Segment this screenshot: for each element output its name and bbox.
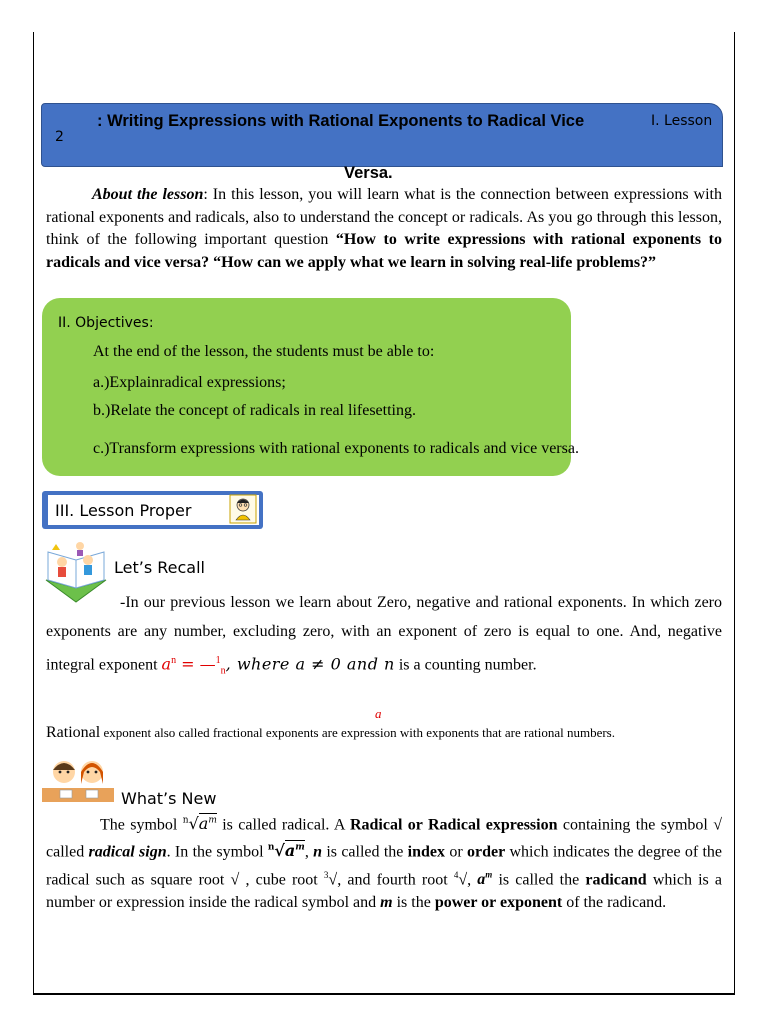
about-paragraph	[46, 184, 722, 274]
radical-index: n	[182, 816, 189, 826]
radical-base: a	[198, 814, 209, 834]
wn-bold-index: index	[407, 843, 446, 861]
cube-root-index: 3	[323, 869, 329, 880]
lets-recall-heading: Let’s Recall	[114, 558, 205, 577]
math-numerator: 1	[215, 655, 221, 666]
recall-text-2: is a counting number.	[394, 656, 537, 674]
rational-text: exponent also called fractional exponents are expression with exponents that are rational numbers.	[100, 725, 615, 740]
wn-bold-radical-expression: Radical or Radical expression	[349, 816, 558, 834]
wn-text-4: . In the symbol	[166, 843, 268, 861]
whats-new-heading: What’s New	[121, 789, 217, 808]
page-border-bottom	[33, 993, 735, 995]
wn-text-11: is called the	[492, 870, 586, 888]
rational-exponent-line	[46, 724, 615, 742]
radical-index-bold: n	[267, 842, 275, 853]
wn-bold-a: a	[477, 870, 486, 888]
radical-exponent: m	[208, 816, 217, 826]
objective-a: a.)Explainradical expressions;	[93, 374, 286, 391]
math-denominator-exp: n	[220, 665, 226, 677]
lesson-proper-label: III. Lesson Proper	[55, 501, 192, 520]
wn-text-6: is called the	[322, 843, 408, 861]
wn-text-14: of the radicand.	[562, 894, 667, 912]
lesson-title-continued: Versa.	[344, 164, 393, 182]
wn-text-3: containing the symbol √ called	[46, 816, 723, 861]
recall-text-1: -In our previous lesson we learn about Zero, negative and rational exponents. In which zero exponents are any number, excluding zero, with an exponent of zero is equal to one. And, negative integral exponent	[46, 594, 722, 674]
wn-text-12: which is a number or expression inside the radical symbol and	[46, 870, 723, 912]
radical-exponent-bold: m	[295, 842, 305, 853]
about-label: About the lesson	[92, 186, 204, 203]
lesson-tag: I. Lesson	[651, 113, 713, 129]
math-exponent-n: n	[171, 655, 177, 666]
page-border-right	[734, 32, 735, 994]
wn-bold-order: order	[466, 843, 506, 861]
radical-radicand-bold	[285, 840, 305, 860]
radical-symbol-inline: $^n√a^m$	[182, 814, 217, 834]
math-condition: , where a ≠ 0 and n	[225, 654, 395, 674]
lesson-number: 2	[55, 129, 64, 145]
teacher-icon	[229, 494, 257, 524]
math-a: a	[161, 654, 172, 674]
wn-bold-n: n	[313, 843, 323, 861]
wn-text-1: The symbol	[100, 816, 183, 834]
math-denominator-a: a	[375, 706, 382, 721]
lesson-title: : Writing Expressions with Rational Exponents to Radical Vice	[97, 112, 585, 130]
wn-text-10: √,	[458, 870, 478, 888]
recall-paragraph	[46, 588, 722, 686]
radical-base-bold: a	[284, 841, 296, 861]
page-border-left	[33, 32, 34, 994]
radical-radicand	[199, 813, 217, 833]
objective-c: c.)Transform expressions with rational exponents to radicals and vice versa.	[93, 440, 579, 457]
fourth-root-index: 4	[453, 869, 459, 880]
wn-bold-power-exponent: power or exponent	[434, 894, 563, 912]
objectives-intro: At the end of the lesson, the students must be able to:	[93, 343, 435, 360]
wn-text-7: or	[445, 843, 467, 861]
about-question: “How to write expressions with rational exponents to radicals and vice versa? “How can we apply what we learn in solving real-life problems?”	[46, 231, 722, 271]
math-fraction-bar: —	[199, 654, 216, 674]
wn-text-8: which indicates the degree of the radical such as square root √ , cube root	[46, 843, 723, 888]
wn-bold-a-exp: m	[485, 869, 493, 880]
rational-word: Rational	[46, 724, 101, 741]
wn-text-5: ,	[304, 843, 314, 861]
wn-bold-m: m	[380, 894, 393, 912]
whats-new-paragraph	[46, 810, 722, 915]
objective-b: b.)Relate the concept of radicals in real lifesetting.	[93, 402, 416, 419]
kids-studying-illustration	[40, 754, 116, 804]
wn-text-13: is the	[392, 894, 435, 912]
about-text: : In this lesson, you will learn what is the connection between expressions with rational exponents and radicals, also to understand the concept or radicals. As you go through this lesson, think of the following important question	[46, 186, 722, 249]
wn-text-9: √, and fourth root	[328, 870, 454, 888]
radical-symbol-bold: $^n√a^m$	[267, 841, 305, 861]
objectives-heading: II. Objectives:	[58, 315, 154, 331]
wn-bold-radical-sign: radical sign	[88, 843, 167, 861]
wn-text-2: is called radical. A	[216, 816, 350, 834]
math-equals: =	[176, 654, 200, 674]
wn-bold-radicand: radicand	[585, 870, 647, 888]
